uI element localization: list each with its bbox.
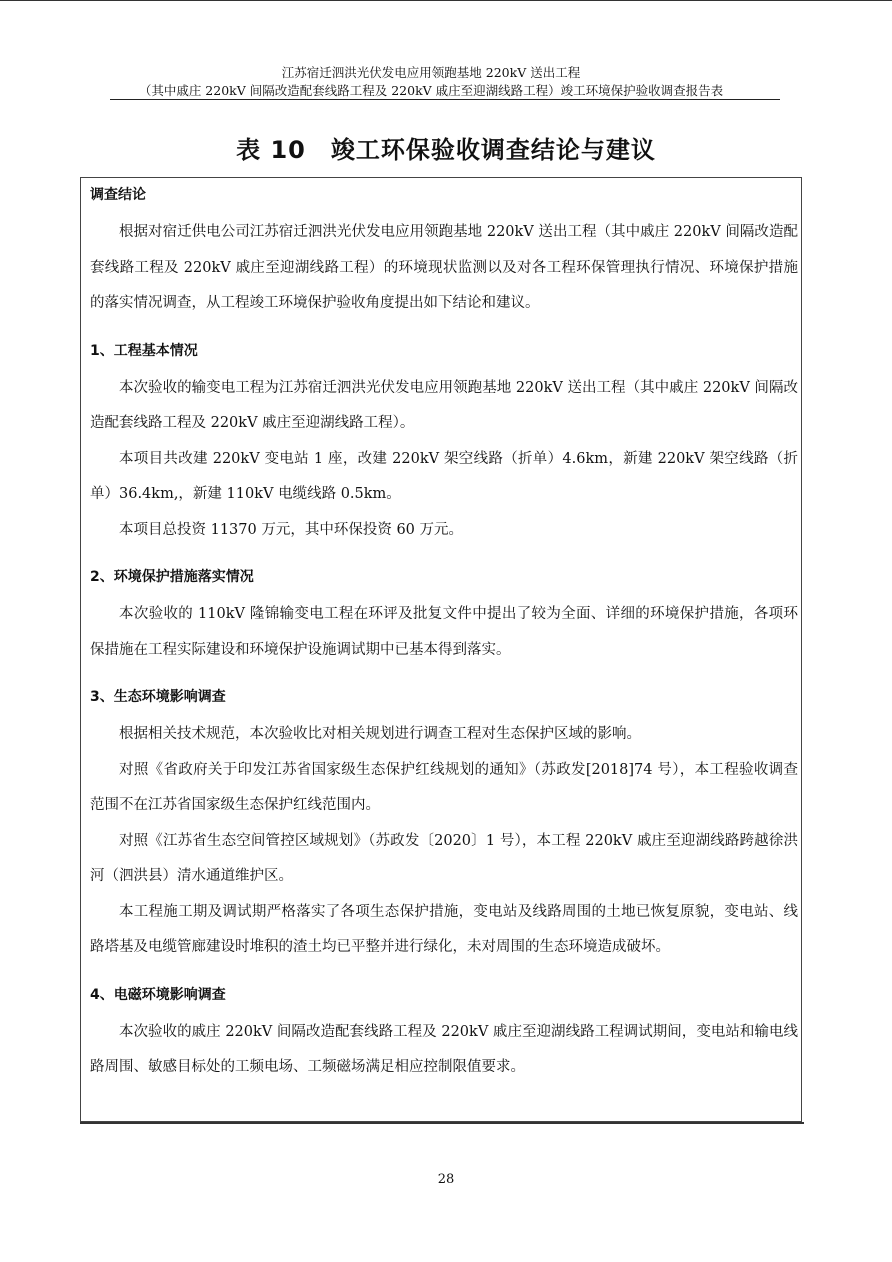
measures-paragraph: 本次验收的 110kV 隆锦输变电工程在环评及批复文件中提出了较为全面、详细的环境保护措施，各项环保措施在工程实际建设和环境保护设施调试期中已基本得到落实。 [90, 606, 798, 658]
report-header [80, 64, 782, 100]
basic-info-paragraph-3: 本项目总投资 11370 万元，其中环保投资 60 万元。 [119, 521, 464, 538]
table-bottom-border [80, 1122, 804, 1124]
section-heading-conclusion: 调查结论 [90, 187, 146, 203]
electromagnetic-paragraph: 本次验收的戚庄 220kV 间隔改造配套线路工程及 220kV 戚庄至迎湖线路工程调试期间，变电站和输电线路周围、敏感目标处的工频电场、工频磁场满足相应控制限值要求。 [90, 1023, 798, 1075]
ecology-paragraph-2: 对照《省政府关于印发江苏省国家级生态保护红线规划的通知》（苏政发[2018]74 号），本工程验收调查范围不在江苏省国家级生态保护红线范围内。 [90, 761, 798, 813]
section-heading-ecology: 3、生态环境影响调查 [90, 689, 226, 705]
header-title-line1: 江苏宿迁泗洪光伏发电应用领跑基地 220kV 送出工程 [281, 65, 581, 80]
top-rule [0, 0, 892, 1]
section-heading-basic-info: 1、工程基本情况 [90, 342, 198, 359]
ecology-paragraph-4: 本工程施工期及调试期严格落实了各项生态保护措施，变电站及线路周围的土地已恢复原貌，变电站、线路塔基及电缆管廊建设时堆积的渣土均已平整并进行绿化，未对周围的生态环境造成破坏。 [90, 903, 798, 955]
basic-info-paragraph-2: 本项目共改建 220kV 变电站 1 座，改建 220kV 架空线路（折单）4.6km，新建 220kV 架空线路（折单）36.4km,，新建 110kV 电缆线路 0.5km。 [90, 450, 798, 502]
ecology-paragraph-1: 根据相关技术规范，本次验收比对相关规划进行调查工程对生态保护区域的影响。 [119, 726, 641, 742]
header-divider [110, 99, 780, 100]
conclusion-paragraph: 根据对宿迁供电公司江苏宿迁泗洪光伏发电应用领跑基地 220kV 送出工程（其中戚庄 220kV 间隔改造配套线路工程及 220kV 戚庄至迎湖线路工程）的环境现状监测以及对各工程环保管理执行情况、环境保护措施的落实情况调查，从工程竣工环境保护验收角度提出如下结论和建议。 [90, 224, 798, 311]
section-heading-electromagnetic: 4、电磁环境影响调查 [90, 986, 226, 1003]
page-title: 表 10 竣工环保验收调查结论与建议 [236, 136, 656, 164]
basic-info-paragraph-1: 本次验收的输变电工程为江苏宿迁泗洪光伏发电应用领跑基地 220kV 送出工程（其中戚庄 220kV 间隔改造配套线路工程及 220kV 戚庄至迎湖线路工程）。 [90, 379, 798, 431]
header-title-line2: （其中戚庄 220kV 间隔改造配套线路工程及 220kV 戚庄至迎湖线路工程）竣工环境保护验收调查报告表 [138, 83, 724, 98]
page-number: 28 [437, 1172, 455, 1187]
ecology-paragraph-3: 对照《江苏省生态空间管控区域规划》（苏政发〔2020〕1 号），本工程 220kV 戚庄至迎湖线路跨越徐洪河（泗洪县）清水通道维护区。 [90, 832, 798, 884]
section-heading-measures: 2、环境保护措施落实情况 [90, 569, 254, 585]
conclusion-content [90, 183, 798, 1086]
